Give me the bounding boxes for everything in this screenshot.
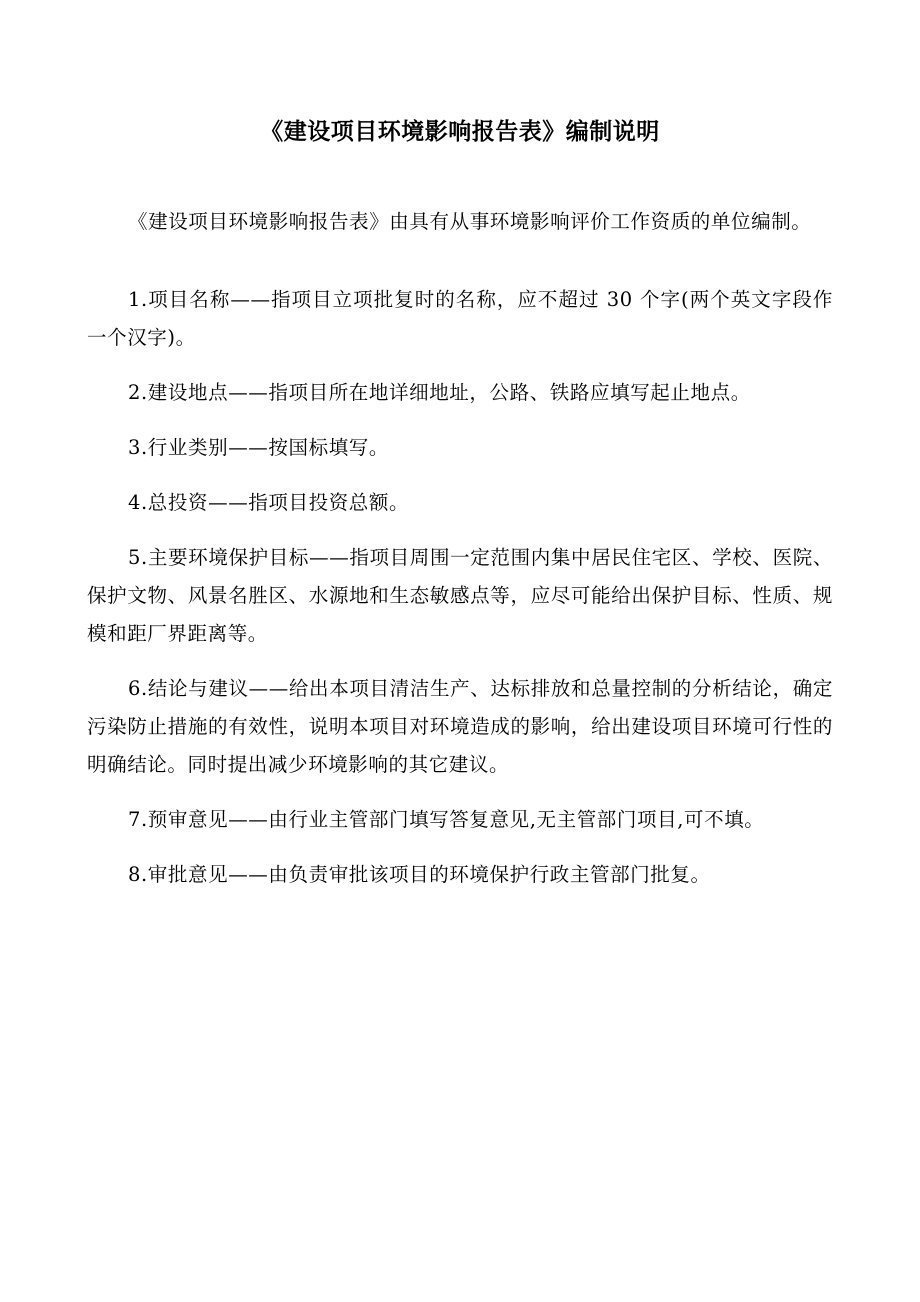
- intro-paragraph: 《建设项目环境影响报告表》由具有从事环境影响评价工作资质的单位编制。: [128, 210, 812, 233]
- item-industry-category: 3.行业类别——按国标填写。: [128, 436, 390, 459]
- item-total-investment: 4.总投资——指项目投资总额。: [128, 491, 410, 514]
- item-construction-site: 2.建设地点——指项目所在地详细地址，公路、铁路应填写起止地点。: [128, 381, 751, 404]
- document-body: [87, 203, 833, 894]
- item-preliminary-review: 7.预审意见——由行业主管部门填写答复意见,无主管部门项目,可不填。: [128, 808, 765, 831]
- item-project-name: 1.项目名称——指项目立项批复时的名称，应不超过 30 个字(两个英文字段作一个汉字)。: [87, 288, 833, 349]
- document-title: 《建设项目环境影响报告表》编制说明: [260, 119, 660, 145]
- item-conclusion: 6.结论与建议——给出本项目清洁生产、达标排放和总量控制的分析结论，确定污染防止措施的有效性，说明本项目对环境造成的影响，给出建设项目环境可行性的明确结论。同时提出减少环境影响的其它建议。: [87, 677, 833, 776]
- item-approval-opinion: 8.审批意见——由负责审批该项目的环境保护行政主管部门批复。: [128, 863, 711, 886]
- item-protection-targets: 5.主要环境保护目标——指项目周围一定范围内集中居民住宅区、学校、医院、保护文物、风景名胜区、水源地和生态敏感点等，应尽可能给出保护目标、性质、规模和距厂界距离等。: [87, 546, 833, 645]
